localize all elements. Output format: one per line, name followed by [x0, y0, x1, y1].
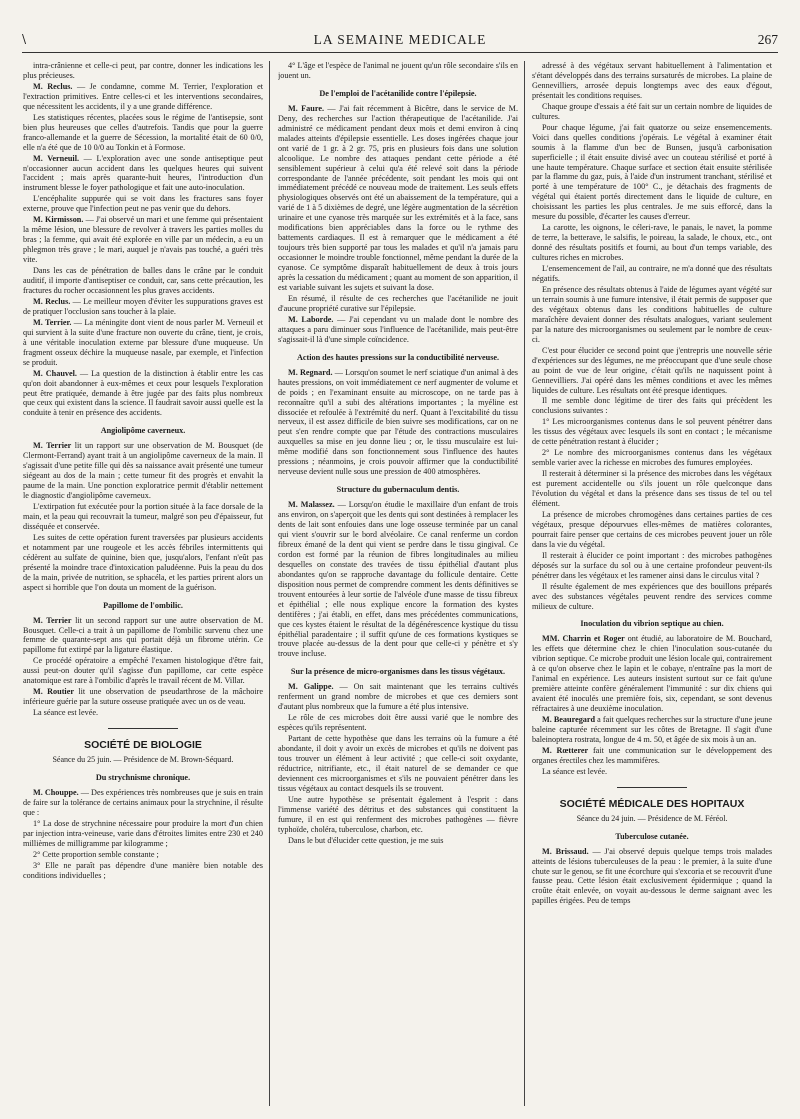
paragraph-text: lit un second rapport sur une autre observation de M. Bousquet. Celle-ci a trait à un papillome de l'ombilic survenu chez une femme de quarante-sept ans qui portait déjà un fibrome utérin. Ce papillome fut extirpé par la ligature élastique.	[23, 615, 263, 655]
subsection-heading: Action des hautes pressions sur la conductibilité nerveuse.	[296, 352, 500, 362]
paragraph-text: — On sait maintenant que les terrains cultivés renferment un grand nombre de microbes et que ces derniers sont d'autant plus nombreux que la fumure a été plus intensive.	[278, 682, 518, 712]
paragraph-text: — Lorsqu'on étudie le maxillaire d'un enfant de trois ans environ, on s'aperçoit que les dents qui sont destinées à remplacer les dents de lait sont enfouies dans une loge osseuse terminée par un canal qui vient s'ouvrir sur le bord alvéolaire. Ce canal renferme un cordon fibreux émané de la dent qui vient se perdre dans le tissu gingival. Ce cordon est formé par la réunion de fibres longitudinales au milieu desquelles on constate des travées de tissu épithélial d'autant plus abondantes qu'on se rapproche davantage du follicule dentaire. Cette disposition nous permet de comprendre comment les dents définitives se trouvent entourées à leur sortie de l'alvéole d'une masse de tissu fibreux et épithélial ; elle nous explique encore la formation des kystes dentifères ; j'ai établi, en effet, dans mes précédentes communications, que ces kystes étaient le résultat de la dégénérescence kystique du tissu épithélial paradentaire ; il suffit qu'une de ces formations kystiques se trouve placée au-dessus de la dent pour que celle-ci y pénètre et s'y trouve incluse.	[278, 500, 518, 659]
subsection-heading: Papillome de l'ombilic.	[103, 600, 183, 610]
speaker-name: M. Reclus.	[33, 296, 71, 306]
paragraph: Dans les cas de pénétration de balles dans le crâne par le conduit auditif, il importe d'antiseptiser ce conduit, car, sans cette précaution, les fractures du rocher occasionnent les plus graves accidents.	[23, 266, 263, 295]
speaker-name: M. Reclus.	[33, 81, 73, 91]
paragraph	[23, 82, 263, 112]
paragraph: Chaque groupe d'essais a été fait sur un certain nombre de liquides de cultures.	[532, 101, 772, 121]
paragraph	[23, 616, 263, 656]
paragraph: La séance est levée.	[33, 708, 99, 718]
paragraph	[278, 315, 518, 345]
speaker-name: MM. Charrin et Roger	[542, 634, 625, 644]
paragraph: Les suites de cette opération furent traversées par plusieurs accidents et notamment par une rougeole et les accès fébriles intermittents qui cédèrent au sulfate de quinine, bien que, jusqu'alors, l'enfant n'eût pas présenté la moindre trace d'intoxication paludéenne. Puis la peau du dos de la main, privée de nutrition, se sphacéla, et les parties prirent alors un aspect si horrible que l'on douta un moment de la guérison.	[23, 532, 263, 592]
paragraph-text: — J'ai cependant vu un malade dont le nombre des attaques a paru diminuer sous l'influence de l'acétanilide, mais peut-être s'agissait-il là d'une simple coïncidence.	[278, 314, 518, 344]
speaker-name: M. Brissaud.	[542, 846, 589, 856]
subsection-heading: Inoculation du vibrion septique au chien.	[580, 619, 724, 629]
paragraph	[23, 318, 263, 368]
running-title: LA SEMAINE MEDICALE	[313, 32, 487, 47]
paragraph: C'est pour élucider ce second point que j'entrepris une nouvelle série d'expériences sur des légumes, ne me préoccupant que d'une seule chose au point de vue de leur origine, c'était qu'ils ne naquissent point à Gennevilliers. J'ai opéré dans les mêmes conditions et avec les mêmes liquides de culture. Les résultats ont été presque identiques.	[532, 345, 772, 395]
section-rule	[108, 728, 178, 729]
paragraph	[278, 682, 518, 712]
speaker-name: M. Terrier	[33, 441, 72, 451]
paragraph: En présence des résultats obtenus à l'aide de légumes ayant végété sur un terrain soumis à une fumure intensive, il était permis de supposer que des végétaux obtenus dans les conditions habituelles de culture maraîchère devaient donner des résultats analogues, variant seulement par la nature des microorganismes ou seulement par le nombre de ceux-ci.	[532, 284, 772, 344]
subsection-heading: Sur la présence de micro-organismes dans les tissus végétaux.	[290, 667, 506, 677]
paragraph: Il résulte également de mes expériences que des bouillons préparés avec des substances végétales peuvent rendre des services comme milieux de culture.	[532, 581, 772, 611]
paragraph-text: lit un rapport sur une observation de M. Bousquet (de Clermont-Ferrand) ayant trait à un angiolipôme caverneux de la main. Il s'agissait d'une petite fille qui dès sa naissance avait présenté une tumeur siégeant au dos de la main ; cette tumeur fit des progrès et envahit la paume de la main. Une ponction exploratrice permit d'établir nettement le diagnostic d'angiolipôme caverneux.	[23, 441, 263, 501]
speaker-name: M. Laborde.	[288, 314, 334, 324]
speaker-name: M. Routier	[33, 687, 74, 697]
column-divider	[524, 61, 525, 1106]
page-header	[22, 22, 778, 53]
paragraph: Il resterait à déterminer si la présence des microbes dans les végétaux est purement accidentelle ou s'ils jouent un rôle quelconque dans l'évolution du végétal et dans la présence dans ses tissus de tel ou tel élément.	[532, 469, 772, 508]
paragraph: 4° L'âge et l'espèce de l'animal ne jouent qu'un rôle secondaire s'ils en jouent un.	[278, 61, 518, 80]
paragraph-text: ont étudié, au laboratoire de M. Bouchard, les effets que détermine chez le chien l'inoculation sous-cutanée du vibrion septique. Ce microbe produit une lésion locale qui, contrairement à ce qu'on observe chez le lapin et le cobaye, n'entraîne pas la mort de l'animal en expérience. Les auteurs insistent surtout sur ce fait qu'une première atteinte confère généralement l'immunité : sur dix chiens qui avaient été inoculés une première fois, six, cependant, se sont devenus réfractaires à une deuxième inoculation.	[532, 634, 772, 714]
paragraph: Une autre hypothèse se présentait également à l'esprit : dans l'immense variété des détritus et des substances qui constituent la fumure, il en est qui renferment des microbes pathogènes — fièvre typhoïde, choléra, tuberculose, charbon, etc.	[278, 794, 518, 834]
speaker-name: M. Galippe.	[288, 682, 334, 692]
paragraph: L'extirpation fut exécutée pour la portion située à la face dorsale de la main, et la peau qui recouvrait la tumeur, malgré son peu d'épaisseur, fut disséquée et conservée.	[23, 502, 263, 531]
paragraph: Ce procédé opératoire a empêché l'examen histologique d'être fait, aussi peut-on douter qu'il s'agisse d'un papillome, car cette espèce anatomique est rare à l'ombilic d'après le travail récent de M. Villar.	[23, 656, 263, 686]
speaker-name: M. Chauvel.	[33, 368, 77, 378]
paragraph: La présence de microbes chromogènes dans certaines parties de ces végétaux, presque dépourvues elles-mêmes de matières colorantes, pourrait faire penser que certains de ces microbes peuvent jouer un rôle dans la vie du végétal.	[532, 509, 772, 549]
speaker-name: M. Beauregard	[542, 715, 596, 725]
paragraph: Il me semble donc légitime de tirer des faits qui précèdent les conclusions suivantes :	[532, 396, 772, 416]
page-number: 267	[757, 32, 778, 47]
paragraph	[532, 715, 772, 745]
paragraph-text: — Le meilleur moyen d'éviter les suppurations graves est de pratiquer l'occlusion sans toucher à la plaie.	[23, 296, 263, 316]
paragraph: intra-crânienne et celle-ci peut, par contre, donner les indications les plus précieuses.	[23, 61, 263, 80]
speaker-name: M. Faure.	[288, 103, 324, 113]
paragraph: Le rôle de ces microbes doit être aussi varié que le nombre des espèces qu'ils représentent.	[278, 713, 518, 733]
section-title: SOCIÉTÉ MÉDICALE DES HOPITAUX	[559, 797, 745, 810]
paragraph-text: — L'exploration avec une sonde antiseptique peut n'occasionner aucun accident dans les quelques heures qui suivent l'accident ; mais après quarante-huit heures, l'introduction d'un instrument blesse le foyer pathologique et fait une auto-inoculation.	[23, 153, 263, 193]
paragraph	[23, 441, 263, 501]
paragraph-text: lit une observation de pseudarthrose de la mâchoire inférieure guérie par la suture osseuse pratiquée avec un os de veau.	[23, 687, 263, 707]
paragraph-text: — La question de la distinction à établir entre les cas qu'on doit abandonner à eux-mêmes et ceux pour lesquels l'exploration peut être pratiquée, demande à être jugée par des faits plus nombreux que ceux qui existent dans la science. Il faudrait savoir aussi quelle est la conduite à tenir en présence des accidents.	[23, 368, 263, 418]
paragraph-text: — Des expériences très nombreuses que je suis en train de faire sur la tolérance de certains animaux pour la strychnine, il résulte que :	[23, 787, 263, 817]
paragraph: La carotte, les oignons, le céleri-rave, le panais, le navet, la pomme de terre, la betterave, le salsifis, le poireau, la salade, le choux, etc., ont donné des résultats positifs et fourni, au bout d'un temps variable, des cultures riches en microbes.	[532, 223, 772, 263]
section-title: SOCIÉTÉ DE BIOLOGIE	[84, 739, 202, 752]
subsection-heading: Structure du gubernaculum dentis.	[336, 485, 460, 495]
paragraph: Partant de cette hypothèse que dans les terrains où la fumure a été abondante, il doit y avoir un excès de microbes et qu'ils ne doivent pas tous trouver un élément à leur activité ; que celle-ci soit oxydante, réductrice, nitrifiante, etc., il était naturel de se demander ce que deviennent ces microorganismes et s'ils ne pouvaient pénétrer dans les tissus végétaux au contact desquels ils se trouvent.	[278, 734, 518, 793]
speaker-name: M. Verneuil.	[33, 153, 80, 163]
subsection-heading: Angiolipôme caverneux.	[100, 426, 186, 436]
column-middle	[278, 61, 518, 1106]
paragraph: Les statistiques récentes, placées sous le régime de l'antisepsie, sont bien plus heureuses que celles d'autrefois. Tandis que pour la guerre franco-allemande et la guerre de Sécession, la mortalité était de 60 0/0, elle n'a été que de 10 0/0 au Tonkin et à Formose.	[23, 112, 263, 152]
subsection-heading: De l'emploi de l'acétanilide contre l'épilepsie.	[319, 88, 477, 98]
paragraph-text: — J'ai observé depuis quelque temps trois malades atteints de lésions tuberculeuses de la peau : le premier, à la suite d'une chute sur le genou, se fit une écorchure qui s'excoria et se recouvrit d'une fausse peau. Cette lésion était exclusivement épidermique ; quand la croûte était enlevée, on voyait au-dessous le derme saignant avec les papilles érigées. Peu de temps	[532, 846, 772, 906]
subsection-heading: Du strychnisme chronique.	[95, 773, 191, 782]
column-left	[23, 61, 263, 1106]
paragraph	[532, 847, 772, 907]
paragraph: Pour chaque légume, j'ai fait quatorze ou seize ensemencements. Voici dans quelles conditions j'opérais. Le végétal à examiner était soumis à la flamme d'un bec de Bunsen, jusqu'à carbonisation superficielle ; il était ensuite divisé avec un couteau stérilisé et porté à une haute température. Chaque surface et section était ensuite stérilisée par la flamme du gaz, puis, à l'aide d'un instrument tranchant, stérilisé et porté à une température de 100° C., je détachais des fragments de végétal qui étaient portés directement dans le liquide de culture, en choisissant les parties les plus centrales. Je me suis efforcé, dans la mesure du possible, d'écarter les causes d'erreur.	[532, 122, 772, 222]
paragraph	[278, 104, 518, 293]
paragraph: En résumé, il résulte de ces recherches que l'acétanilide ne jouit d'aucune propriété curative sur l'épilepsie.	[278, 293, 518, 313]
paragraph	[23, 687, 263, 707]
paragraph-text: — J'ai observé un mari et une femme qui présentaient la même lésion, une blessure de revolver à travers les parties molles du bras ; la femme, qui avait été explorée en ville par un médecin, a eu un phlegmon très grave ; le mari, auquel je n'avais pas touché, a guéri très vite.	[23, 215, 263, 265]
paragraph: adressé à des végétaux servant habituellement à l'alimentation et s'étant développés dans des terrains sursaturés de microbes. La plaine de Gennevilliers, arrosée depuis longtemps avec des eaux d'égout, présentait les conditions requises.	[532, 61, 772, 100]
speaker-name: M. Regnard.	[288, 367, 333, 377]
paragraph-text: — Je condamne, comme M. Terrier, l'exploration et l'extraction primitives. Entre celles-ci et les interventions secondaires, que nécessitent les accidents, il y a une grande différence.	[23, 81, 263, 111]
paragraph: L'ensemencement de l'ail, au contraire, ne m'a donné que des résultats négatifs.	[532, 264, 772, 284]
margin-mark: \	[22, 32, 27, 46]
column-divider	[269, 61, 270, 1106]
paragraph	[23, 297, 263, 317]
section-rule	[617, 787, 687, 788]
session-line: Séance du 24 juin. — Présidence de M. Féréol.	[576, 813, 728, 823]
paragraph-text: fait une communication sur le développement des organes érectiles chez les mammifères.	[532, 745, 772, 765]
paragraph: 2° Le nombre des microorganismes contenus dans les végétaux semble varier avec la richesse en microbes des fumures employées.	[532, 448, 772, 468]
speaker-name: M. Kirmisson.	[33, 215, 84, 225]
speaker-name: M. Rœtterer	[542, 745, 589, 755]
paragraph: 2° Cette proportion semble constante ;	[33, 849, 159, 859]
session-line: Séance du 25 juin. — Présidence de M. Brown-Séquard.	[52, 755, 234, 765]
paragraph: La séance est levée.	[542, 766, 608, 776]
speaker-name: M. Malassez.	[288, 500, 335, 510]
paragraph	[278, 368, 518, 477]
subsection-heading: Tuberculose cutanée.	[615, 831, 689, 841]
paragraph	[532, 634, 772, 714]
paragraph: Il resterait à élucider ce point important : des microbes pathogènes déposés sur la surface du sol ou à une certaine profondeur peuvent-ils pénétrer dans les végétaux et les ramener ainsi dans le circulus vital ?	[532, 550, 772, 580]
speaker-name: M. Terrier	[33, 615, 72, 625]
paragraph: L'encéphalite suppurée qui se voit dans les fractures sans foyer externe, prouve que l'infection peut ne pas venir que du dehors.	[23, 194, 263, 214]
paragraph-text: a fait quelques recherches sur la structure d'une jeune baleine capturée récemment sur les côtes de Bretagne. Il s'agit d'une baleinoptera rostrata, longue de 4 m. 50, et âgée de six mois à un an.	[532, 715, 772, 744]
column-right	[532, 61, 772, 1106]
paragraph: 1° Les microorganismes contenus dans le sol peuvent pénétrer dans les tissus des végétaux avec lesquels ils sont en contact ; le mécanisme de cette pénétration restant à élucider ;	[532, 417, 772, 447]
paragraph: 1° La dose de strychnine nécessaire pour produire la mort d'un chien par injection intra-veineuse, varie dans d'étroites limites entre 230 et 240 millièmes de milligramme par kilogramme ;	[23, 818, 263, 848]
paragraph	[278, 500, 518, 659]
paragraph: 3° Elle ne paraît pas dépendre d'une manière bien notable des conditions individuelles ;	[23, 860, 263, 880]
paragraph-text: — J'ai fait récemment à Bicêtre, dans le service de M. Deny, des recherches sur l'action thérapeutique de l'acétanilide. J'ai administré ce médicament pendant deux mois et demi environ à cinq malades atteints d'épilepsie essentielle. Les doses ingérées chaque jour ont varié de 1 gr. à 2 gr. 75, pris en plusieurs fois dans une solution alcoolique. Le nombre des attaques pendant cette période a été sensiblement supérieur à celui qu'a été relevé soit dans la période correspondante de l'année précédente, soit pendant les mois qui ont immédiatement précédé ce nouveau mode de traitement. Les seuls effets physiologiques observés ont été un abaissement de la température, qui a varié de 1 à 5 dixièmes de degré, une légère augmentation de la sécrétion urinaire et une cyanose très marquée sur les extrémités et à la face, sans modifications bien appréciables dans la force ou le rythme des battements cardiaques. Il est à remarquer que le médicament a été toujours très bien supporté par tous les malades et qu'il n'a jamais paru occasionner le moindre trouble fonctionnel, même pendant la durée de la cyanose. Ce symptôme disparaît habituellement de deux à trois jours après la cessation du médicament ; quant au moment de son apparition, il est variable suivant les sujets et suivant la dose.	[278, 103, 518, 293]
paragraph	[23, 215, 263, 265]
paragraph	[23, 154, 263, 194]
speaker-name: M. Chouppe.	[33, 787, 79, 797]
paragraph	[23, 788, 263, 818]
paragraph	[23, 369, 263, 419]
paragraph-text: — La méningite dont vient de nous parler M. Verneuil et qui survient à la suite d'une fracture non ouverte du crâne, tient, je crois, à une véritable inoculation externe par blessure d'une muqueuse. Un fragment osseux déchire la muqueuse nasale, par exemple, et l'infection se produit.	[23, 317, 263, 367]
paragraph-text: — Lorsqu'on soumet le nerf sciatique d'un animal à des hautes pressions, on voit immédiatement ce nerf augmenter de volume et de poids ; en l'examinant ensuite au microscope, on ne tarde pas à reconnaître qu'il a subi des altérations importantes ; la myéline est dissociée et refoulée à l'extrémité du nerf. Quant à l'excitabilité du tissu nerveux, il est assez difficile de bien suivre ses modifications, car on ne peut s'en rendre compte que par l'étude des contractions musculaires auxquelles sa mise en jeu donne lieu ; or, le tissu musculaire est lui-même modifié dans son fonctionnement sous l'influence des hautes pressions ; néanmoins, je crois pouvoir affirmer que la conductibilité nerveuse devient nulle sous une pression de 400 atmosphères.	[278, 367, 518, 477]
speaker-name: M. Terrier.	[33, 317, 72, 327]
paragraph: Dans le but d'élucider cette question, je me suis	[288, 835, 444, 845]
paragraph	[532, 746, 772, 766]
